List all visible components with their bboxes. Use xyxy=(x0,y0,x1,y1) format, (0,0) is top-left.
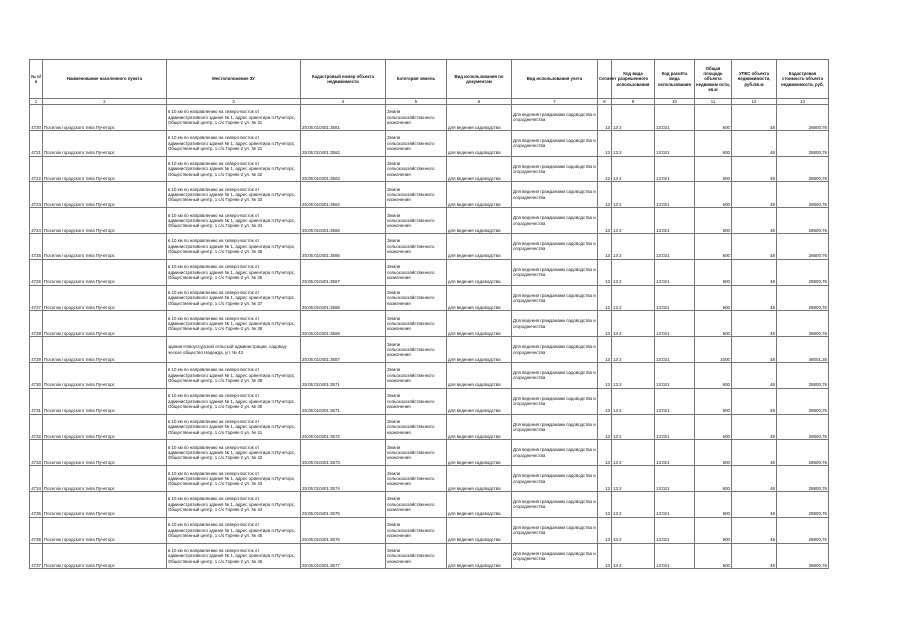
settlement-name: Поселок городского типа Пучеторс xyxy=(43,182,167,208)
location-text: в 10 км по направлению на северо-восток от административного здания № 1, адрес ориентира п.Пучеторс, Общественный центр, 1 с/о Горняк-2 ул. № 36 xyxy=(167,259,301,285)
calc-code: 13:021 xyxy=(655,388,695,414)
calc-code: 13:021 xyxy=(655,414,695,440)
land-category: Земли сельскохозяйственного назначения xyxy=(386,259,447,285)
settlement-name: Поселок городского типа Пучеторс xyxy=(43,466,167,492)
use-code: 13 2 xyxy=(612,182,655,208)
cadastral-value: 28800,76 xyxy=(777,130,829,156)
document-use: для ведения садоводства xyxy=(447,182,512,208)
segment: 13 xyxy=(598,259,612,285)
segment: 13 xyxy=(598,543,612,569)
use-code: 13 2 xyxy=(612,543,655,569)
accounting-use: Для ведения гражданами садоводства и огородничества xyxy=(512,414,598,440)
upks-value: 48 xyxy=(732,388,777,414)
calc-code: 13:021 xyxy=(655,517,695,543)
cadastral-value-table xyxy=(29,59,829,569)
column-number: 8 xyxy=(598,99,612,105)
use-code: 13 2 xyxy=(612,388,655,414)
calc-code: 13:021 xyxy=(655,337,695,363)
cadastral-value: 28800,76 xyxy=(777,491,829,517)
cadastral-number: 25:05:010401:3561 xyxy=(301,105,386,131)
row-number: 4720 xyxy=(30,105,43,131)
cadastral-number: 25:05:010401:3562 xyxy=(301,130,386,156)
settlement-name: Поселок городского типа Пучеторс xyxy=(43,285,167,311)
use-code: 13 2 xyxy=(612,517,655,543)
location-text: в 10 км по направлению на северо-восток от административного здания № 1, адрес ориентира п.Пучеторс, Общественный центр, 1 с/о Горняк-2 ул. № 42 xyxy=(167,440,301,466)
upks-value: 48 xyxy=(732,491,777,517)
table-row xyxy=(30,440,829,466)
row-number: 4725 xyxy=(30,233,43,259)
cadastral-value: 28800,76 xyxy=(777,285,829,311)
accounting-use: Для ведения гражданами садоводства и огородничества xyxy=(512,311,598,337)
table-row xyxy=(30,311,829,337)
row-number: 4728 xyxy=(30,311,43,337)
column-number: 13 xyxy=(777,99,829,105)
use-code: 13 2 xyxy=(612,466,655,492)
cadastral-value: 28800,76 xyxy=(777,517,829,543)
use-code: 13 2 xyxy=(612,362,655,388)
location-text: в 10 км по направлению на северо-восток от административного здания № 1, адрес ориентира п.Пучеторс, Общественный центр, 1 с/о Горняк-2 ул. № 41 xyxy=(167,414,301,440)
location-text: в 10 км по направлению на северо-восток от административного здания № 1, адрес ориентира п.Пучеторс, Общественный центр, 1 с/о Горняк-2 ул. № 31 xyxy=(167,130,301,156)
column-header: Сегмент xyxy=(598,60,612,99)
column-number: 1 xyxy=(30,99,43,105)
upks-value: 48 xyxy=(732,105,777,131)
use-code: 13 2 xyxy=(612,259,655,285)
column-header: УПКС объекта недвижимости, руб./кв.м xyxy=(732,60,777,99)
accounting-use: Для ведения гражданами садоводства и огородничества xyxy=(512,208,598,234)
cadastral-number: 25:05:010401:3566 xyxy=(301,233,386,259)
segment: 13 xyxy=(598,105,612,131)
settlement-name: Поселок городского типа Пучеторс xyxy=(43,337,167,363)
upks-value: 48 xyxy=(732,362,777,388)
segment: 13 xyxy=(598,130,612,156)
accounting-use: Для ведения гражданами садоводства и огородничества xyxy=(512,362,598,388)
table-row xyxy=(30,285,829,311)
accounting-use: Для ведения гражданами садоводства и огородничества xyxy=(512,105,598,131)
row-number: 4730 xyxy=(30,362,43,388)
calc-code: 13:021 xyxy=(655,259,695,285)
segment: 13 xyxy=(598,466,612,492)
land-category: Земли сельскохозяйственного назначения xyxy=(386,337,447,363)
document-use: для ведения садоводства xyxy=(447,311,512,337)
land-category: Земли сельскохозяйственного назначения xyxy=(386,414,447,440)
document-use: для ведения садоводства xyxy=(447,285,512,311)
area-value: 600 xyxy=(695,491,732,517)
area-value: 600 xyxy=(695,182,732,208)
column-header: Наименование населенного пункта xyxy=(43,60,167,99)
column-number: 10 xyxy=(655,99,695,105)
settlement-name: Поселок городского типа Пучеторс xyxy=(43,156,167,182)
upks-value: 48 xyxy=(732,311,777,337)
location-text: в 10 км по направлению на северо-восток от административного здания № 1, адрес ориентира п.Пучеторс, Общественный центр, 1 с/о Горняк-2 ул. № 45 xyxy=(167,517,301,543)
row-number: 4731 xyxy=(30,388,43,414)
column-header: Местоположение ЗУ xyxy=(167,60,301,99)
cadastral-value: 28800,76 xyxy=(777,156,829,182)
settlement-name: Поселок городского типа Пучеторс xyxy=(43,517,167,543)
cadastral-value: 28800,76 xyxy=(777,233,829,259)
cadastral-number: 25:05:010401:3575 xyxy=(301,491,386,517)
row-number: 4727 xyxy=(30,285,43,311)
settlement-name: Поселок городского типа Пучеторс xyxy=(43,130,167,156)
table-row xyxy=(30,208,829,234)
land-category: Земли сельскохозяйственного назначения xyxy=(386,362,447,388)
upks-value: 48 xyxy=(732,543,777,569)
column-number: 2 xyxy=(43,99,167,105)
upks-value: 48 xyxy=(732,130,777,156)
upks-value: 48 xyxy=(732,156,777,182)
area-value: 600 xyxy=(695,233,732,259)
land-category: Земли сельскохозяйственного назначения xyxy=(386,105,447,131)
cadastral-value: 48001,26 xyxy=(777,337,829,363)
land-category: Земли сельскохозяйственного назначения xyxy=(386,130,447,156)
upks-value: 48 xyxy=(732,337,777,363)
column-number: 3 xyxy=(167,99,301,105)
settlement-name: Поселок городского типа Пучеторс xyxy=(43,105,167,131)
location-text: в 10 км по направлению на северо-восток от административного здания № 1, адрес ориентира п.Пучеторс, Общественный центр, 1 с/о Горняк-2 ул. № 38 xyxy=(167,311,301,337)
document-use: для ведения садоводства xyxy=(447,543,512,569)
land-category: Земли сельскохозяйственного назначения xyxy=(386,233,447,259)
cadastral-number: 25:05:010401:3572 xyxy=(301,414,386,440)
document-use: для ведения садоводства xyxy=(447,517,512,543)
column-header: № п/п xyxy=(30,60,43,99)
upks-value: 48 xyxy=(732,182,777,208)
calc-code: 13:021 xyxy=(655,156,695,182)
location-text: в 10 км по направлению на северо-восток от административного здания № 1, адрес ориентира п.Пучеторс, Общественный центр, 1 с/о Горняк-2 ул. № 46 xyxy=(167,543,301,569)
segment: 13 xyxy=(598,440,612,466)
calc-code: 13:021 xyxy=(655,311,695,337)
location-text: в 10 км по направлению на северо-восток от административного здания № 1, адрес ориентира п.Пучеторс, Общественный центр, 1 с/о Горняк-2 ул. № 32 xyxy=(167,156,301,182)
segment: 13 xyxy=(598,182,612,208)
use-code: 13 2 xyxy=(612,337,655,363)
calc-code: 13:021 xyxy=(655,233,695,259)
column-header: Кадастровый номер объекта недвижимости xyxy=(301,60,386,99)
settlement-name: Поселок городского типа Пучеторс xyxy=(43,233,167,259)
accounting-use: Для ведения гражданами садоводства и огородничества xyxy=(512,259,598,285)
row-number: 4732 xyxy=(30,414,43,440)
segment: 13 xyxy=(598,491,612,517)
use-code: 13 2 xyxy=(612,491,655,517)
settlement-name: Поселок городского типа Пучеторс xyxy=(43,388,167,414)
land-category: Земли сельскохозяйственного назначения xyxy=(386,388,447,414)
document-use: для ведения садоводства xyxy=(447,440,512,466)
use-code: 13 2 xyxy=(612,414,655,440)
accounting-use: Для ведения гражданами садоводства и огородничества xyxy=(512,517,598,543)
cadastral-value: 28800,76 xyxy=(777,466,829,492)
location-text: в 10 км по направлению на северо-восток от административного здания № 1, адрес ориентира п.Пучеторс, Общественный центр, 1 с/о Горняк-2 ул. № 44 xyxy=(167,491,301,517)
row-number: 4726 xyxy=(30,259,43,285)
accounting-use: Для ведения гражданами садоводства и огородничества xyxy=(512,130,598,156)
location-text: в 10 км по направлению на северо-восток от административного здания № 1, адрес ориентира п.Пучеторс, Общественный центр, 1 с/о Горняк-2 ул. № 33 xyxy=(167,182,301,208)
calc-code: 13:021 xyxy=(655,105,695,131)
upks-value: 48 xyxy=(732,414,777,440)
segment: 13 xyxy=(598,311,612,337)
segment: 13 xyxy=(598,517,612,543)
use-code: 13 2 xyxy=(612,311,655,337)
cadastral-value: 28800,76 xyxy=(777,259,829,285)
column-header: Код вида разрешенного использования xyxy=(612,60,655,99)
header-row xyxy=(30,60,829,99)
table-row xyxy=(30,130,829,156)
column-number: 9 xyxy=(612,99,655,105)
settlement-name: Поселок городского типа Пучеторс xyxy=(43,543,167,569)
document-use: для ведения садоводства xyxy=(447,337,512,363)
land-category: Земли сельскохозяйственного назначения xyxy=(386,156,447,182)
area-value: 600 xyxy=(695,543,732,569)
accounting-use: Для ведения гражданами садоводства и огородничества xyxy=(512,543,598,569)
cadastral-number: 25:05:010401:3571 xyxy=(301,388,386,414)
calc-code: 13:021 xyxy=(655,466,695,492)
area-value: 600 xyxy=(695,156,732,182)
area-value: 600 xyxy=(695,362,732,388)
row-number: 4729 xyxy=(30,337,43,363)
cadastral-value: 28800,76 xyxy=(777,440,829,466)
document-use: для ведения садоводства xyxy=(447,491,512,517)
cadastral-number: 25:05:010401:3576 xyxy=(301,517,386,543)
segment: 13 xyxy=(598,414,612,440)
cadastral-value: 28800,76 xyxy=(777,208,829,234)
calc-code: 13:021 xyxy=(655,182,695,208)
table-row xyxy=(30,414,829,440)
use-code: 13 2 xyxy=(612,156,655,182)
land-category: Земли сельскохозяйственного назначения xyxy=(386,311,447,337)
settlement-name: Поселок городского типа Пучеторс xyxy=(43,208,167,234)
row-number: 4722 xyxy=(30,156,43,182)
area-value: 600 xyxy=(695,311,732,337)
table-row xyxy=(30,156,829,182)
accounting-use: Для ведения гражданами садоводства и огородничества xyxy=(512,182,598,208)
use-code: 13 2 xyxy=(612,208,655,234)
column-header: Общая площадь объекта недвижим ости, кв.м xyxy=(695,60,732,99)
area-value: 1000 xyxy=(695,337,732,363)
column-number: 6 xyxy=(447,99,512,105)
table-row xyxy=(30,491,829,517)
row-number: 4735 xyxy=(30,491,43,517)
settlement-name: Поселок городского типа Пучеторс xyxy=(43,440,167,466)
table-row xyxy=(30,337,829,363)
calc-code: 13:021 xyxy=(655,130,695,156)
row-number: 4737 xyxy=(30,543,43,569)
column-header: Категория земель xyxy=(386,60,447,99)
cadastral-number: 25:05:010401:3569 xyxy=(301,311,386,337)
document-use: для ведения садоводства xyxy=(447,233,512,259)
cadastral-number: 25:05:010401:3571 xyxy=(301,362,386,388)
table-row xyxy=(30,182,829,208)
land-category: Земли сельскохозяйственного назначения xyxy=(386,543,447,569)
accounting-use: Для ведения гражданами садоводства и огородничества xyxy=(512,337,598,363)
column-header: Вид использования по документам xyxy=(447,60,512,99)
location-text: в 10 км по направлению на северо-восток от административного здания № 1, адрес ориентира п.Пучеторс, Общественный центр, 1 с/о Горняк-2 ул. № 39 xyxy=(167,362,301,388)
area-value: 600 xyxy=(695,414,732,440)
calc-code: 13:021 xyxy=(655,543,695,569)
settlement-name: Поселок городского типа Пучеторс xyxy=(43,311,167,337)
land-category: Земли сельскохозяйственного назначения xyxy=(386,285,447,311)
cadastral-value: 28800,76 xyxy=(777,105,829,131)
land-category: Земли сельскохозяйственного назначения xyxy=(386,491,447,517)
accounting-use: Для ведения гражданами садоводства и огородничества xyxy=(512,491,598,517)
calc-code: 13:021 xyxy=(655,491,695,517)
cadastral-number: 25:05:010401:3565 xyxy=(301,208,386,234)
table-row xyxy=(30,388,829,414)
land-category: Земли сельскохозяйственного назначения xyxy=(386,517,447,543)
upks-value: 48 xyxy=(732,259,777,285)
table-body xyxy=(30,105,829,569)
document-use: для ведения садоводства xyxy=(447,362,512,388)
column-number: 11 xyxy=(695,99,732,105)
area-value: 600 xyxy=(695,130,732,156)
area-value: 600 xyxy=(695,466,732,492)
cadastral-number: 25:05:010401:3574 xyxy=(301,466,386,492)
cadastral-value: 28800,76 xyxy=(777,362,829,388)
segment: 13 xyxy=(598,388,612,414)
cadastral-number: 25:05:010401:3563 xyxy=(301,156,386,182)
table-row xyxy=(30,259,829,285)
row-number: 4724 xyxy=(30,208,43,234)
row-number: 4723 xyxy=(30,182,43,208)
column-header: Код расчёта вида использования xyxy=(655,60,695,99)
document-use: для ведения садоводства xyxy=(447,208,512,234)
location-text: в 10 км по направлению на северо-восток от административного здания № 1, адрес ориентира п.Пучеторс, Общественный центр, 1 с/о Горняк-2 ул. № 40 xyxy=(167,388,301,414)
land-category: Земли сельскохозяйственного назначения xyxy=(386,182,447,208)
cadastral-number: 25:05:010401:3568 xyxy=(301,285,386,311)
column-number: 4 xyxy=(301,99,386,105)
segment: 13 xyxy=(598,156,612,182)
land-category: Земли сельскохозяйственного назначения xyxy=(386,440,447,466)
document-use: для ведения садоводства xyxy=(447,414,512,440)
area-value: 600 xyxy=(695,517,732,543)
accounting-use: Для ведения гражданами садоводства и огородничества xyxy=(512,440,598,466)
column-header: Кадастровая стоимость объекта недвижимости, руб. xyxy=(777,60,829,99)
upks-value: 48 xyxy=(732,517,777,543)
location-text: в 10 км по направлению на северо-восток от административного здания № 1, адрес ориентира п.Пучеторс, Общественный центр, 1 с/о Горняк-2 ул. № 31 xyxy=(167,105,301,131)
table-row xyxy=(30,233,829,259)
row-number: 4734 xyxy=(30,466,43,492)
segment: 13 xyxy=(598,208,612,234)
row-number: 4721 xyxy=(30,130,43,156)
cadastral-value: 28800,76 xyxy=(777,543,829,569)
cadastral-number: 25:05:010401:3567 xyxy=(301,259,386,285)
area-value: 600 xyxy=(695,208,732,234)
upks-value: 48 xyxy=(732,440,777,466)
document-use: для ведения садоводства xyxy=(447,130,512,156)
area-value: 600 xyxy=(695,105,732,131)
location-text: в 10 км по направлению на северо-восток от административного здания № 1, адрес ориентира п.Пучеторс, Общественный центр, 1 с/о Горняк-2 ул. № 35 xyxy=(167,233,301,259)
document-use: для ведения садоводства xyxy=(447,466,512,492)
document-use: для ведения садоводства xyxy=(447,388,512,414)
use-code: 13 2 xyxy=(612,440,655,466)
area-value: 600 xyxy=(695,440,732,466)
column-number: 12 xyxy=(732,99,777,105)
segment: 13 xyxy=(598,285,612,311)
area-value: 600 xyxy=(695,259,732,285)
accounting-use: Для ведения гражданами садоводства и огородничества xyxy=(512,388,598,414)
document-use: для ведения садоводства xyxy=(447,156,512,182)
row-number: 4733 xyxy=(30,440,43,466)
location-text: здания Новоуссурской сельской администрации, садовод-ческое общество Надежда, ул. № 43 xyxy=(167,337,301,363)
use-code: 13 2 xyxy=(612,105,655,131)
upks-value: 48 xyxy=(732,466,777,492)
use-code: 13 2 xyxy=(612,130,655,156)
cadastral-value: 28800,76 xyxy=(777,182,829,208)
document-use: для ведения садоводства xyxy=(447,105,512,131)
area-value: 600 xyxy=(695,285,732,311)
table-row xyxy=(30,543,829,569)
upks-value: 48 xyxy=(732,285,777,311)
cadastral-value: 28800,76 xyxy=(777,414,829,440)
segment: 13 xyxy=(598,337,612,363)
land-category: Земли сельскохозяйственного назначения xyxy=(386,466,447,492)
settlement-name: Поселок городского типа Пучеторс xyxy=(43,259,167,285)
cadastral-number: 25:05:010401:3573 xyxy=(301,440,386,466)
settlement-name: Поселок городского типа Пучеторс xyxy=(43,414,167,440)
column-number: 5 xyxy=(386,99,447,105)
accounting-use: Для ведения гражданами садоводства и огородничества xyxy=(512,466,598,492)
cadastral-value: 28800,76 xyxy=(777,388,829,414)
accounting-use: Для ведения гражданами садоводства и огородничества xyxy=(512,156,598,182)
calc-code: 13:021 xyxy=(655,208,695,234)
table-row xyxy=(30,105,829,131)
document-use: для ведения садоводства xyxy=(447,259,512,285)
settlement-name: Поселок городского типа Пучеторс xyxy=(43,362,167,388)
table-row xyxy=(30,466,829,492)
calc-code: 13:021 xyxy=(655,440,695,466)
column-number: 7 xyxy=(512,99,598,105)
table-row xyxy=(30,517,829,543)
settlement-name: Поселок городского типа Пучеторс xyxy=(43,491,167,517)
cadastral-value: 28800,76 xyxy=(777,311,829,337)
area-value: 600 xyxy=(695,388,732,414)
location-text: в 10 км по направлению на северо-восток от административного здания № 1, адрес ориентира п.Пучеторс, Общественный центр, 1 с/о Горняк-2 ул. № 37 xyxy=(167,285,301,311)
cadastral-number: 25:05:010401:3557 xyxy=(301,337,386,363)
use-code: 13 2 xyxy=(612,285,655,311)
upks-value: 48 xyxy=(732,208,777,234)
row-number: 4736 xyxy=(30,517,43,543)
upks-value: 48 xyxy=(732,233,777,259)
location-text: в 10 км по направлению на северо-восток от административного здания № 1, адрес ориентира п.Пучеторс, Общественный центр, 1 с/о Горняк-2 ул. № 34 xyxy=(167,208,301,234)
cadastral-number: 25:05:010401:3564 xyxy=(301,182,386,208)
segment: 13 xyxy=(598,233,612,259)
accounting-use: Для ведения гражданами садоводства и огородничества xyxy=(512,285,598,311)
column-header: Вид использования учета xyxy=(512,60,598,99)
cadastral-number: 25:05:010401:3577 xyxy=(301,543,386,569)
table-row xyxy=(30,362,829,388)
calc-code: 13:021 xyxy=(655,285,695,311)
land-category: Земли сельскохозяйственного назначения xyxy=(386,208,447,234)
segment: 13 xyxy=(598,362,612,388)
use-code: 13 2 xyxy=(612,233,655,259)
location-text: в 10 км по направлению на северо-восток от административного здания № 1, адрес ориентира п.Пучеторс, Общественный центр, 1 с/о Горняк-2 ул. № 43 xyxy=(167,466,301,492)
accounting-use: Для ведения гражданами садоводства и огородничества xyxy=(512,233,598,259)
calc-code: 13:021 xyxy=(655,362,695,388)
